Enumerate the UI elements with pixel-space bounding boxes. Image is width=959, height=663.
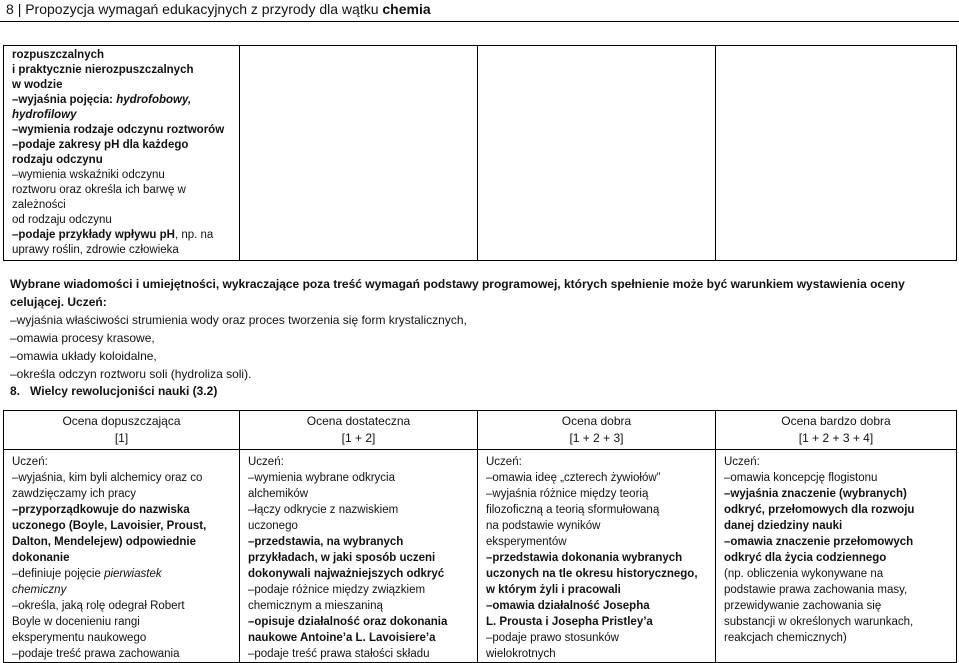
extra-item: –określa odczyn roztworu soli (hydroliza soli). bbox=[10, 367, 252, 381]
text-line: Uczeń: bbox=[248, 456, 284, 468]
text-line: dokonanie bbox=[12, 552, 70, 564]
grade-header bbox=[4, 411, 240, 450]
page-header bbox=[0, 0, 959, 20]
text-line: odkryć dla życia codziennego bbox=[724, 552, 887, 564]
text-line: filozoficzną a teorią sformułowaną bbox=[486, 504, 660, 516]
grade-header bbox=[716, 411, 957, 450]
text-line: alchemików bbox=[248, 488, 309, 500]
section-number: 8. bbox=[10, 384, 21, 398]
text-line: odkryć, przełomowych dla rozwoju bbox=[724, 504, 915, 516]
text-line: –przedstawia, na wybranych bbox=[248, 536, 404, 548]
grade-cell bbox=[4, 450, 240, 663]
top-cell-1 bbox=[4, 46, 240, 261]
text-line: –przedstawia dokonania wybranych bbox=[486, 552, 683, 564]
text-line: –wyjaśnia znaczenie (wybranych) bbox=[724, 488, 907, 500]
text-line bbox=[12, 93, 231, 108]
text-line: hydrofilowy bbox=[12, 109, 77, 121]
text-line: uczonych na tle okresu historycznego, bbox=[486, 568, 698, 580]
text-line: –przyporządkowuje do nazwiska bbox=[12, 504, 190, 516]
text-line: –podaje zakresy pH dla każdego bbox=[12, 139, 189, 151]
text-span: –wyjaśnia pojęcia: bbox=[12, 94, 117, 106]
grade-name: Ocena dopuszczająca bbox=[62, 414, 181, 428]
section-name: Wielcy rewolucjoniści nauki (3.2) bbox=[30, 384, 218, 398]
text-line: na podstawie wyników bbox=[486, 520, 601, 532]
text-line: –omawia znaczenie przełomowych bbox=[724, 536, 914, 548]
text-line: naukowe Antoine’a L. Lavoisiere’a bbox=[248, 632, 436, 644]
grade-range: [1 + 2 + 3 + 4] bbox=[798, 431, 874, 445]
text-line: przewidywanie zachowania się bbox=[724, 600, 882, 612]
text-line: –określa, jaką rolę odegrał Robert bbox=[12, 600, 185, 612]
text-line: uczonego (Boyle, Lavoisier, Proust, bbox=[12, 520, 207, 532]
text-line: –omawia ideę „czterech żywiołów” bbox=[486, 472, 661, 484]
text-line: eksperymentu naukowego bbox=[12, 632, 147, 644]
text-span: –podaje przykłady wpływu pH bbox=[12, 229, 175, 241]
text-line: Uczeń: bbox=[724, 456, 760, 468]
requirements-table-top bbox=[3, 45, 957, 261]
text-line: Uczeń: bbox=[486, 456, 522, 468]
text-line: substancji w określonych warunkach, bbox=[724, 616, 914, 628]
extra-intro: Wybrane wiadomości i umiejętności, wykraczające poza treść wymagań podstawy programowej, których spełnienie może być warunkiem wystawienia oceny bbox=[10, 277, 905, 291]
text-line: zawdzięczamy ich pracy bbox=[12, 488, 136, 500]
text-span: –definiuje pojęcie bbox=[12, 568, 105, 580]
text-line: Dalton, Mendelejew) odpowiednie bbox=[12, 536, 197, 548]
text-line bbox=[12, 566, 231, 582]
header-title-subject: chemia bbox=[382, 1, 431, 17]
page-number: 8 bbox=[6, 1, 14, 17]
text-line: L. Prousta i Josepha Pristley’a bbox=[486, 616, 653, 628]
text-line: Boyle w docenieniu rangi bbox=[12, 616, 140, 628]
text-line: –wyjaśnia, kim byli alchemicy oraz co bbox=[12, 472, 203, 484]
text-line: wielokrotnych bbox=[486, 648, 556, 660]
text-line: uprawy roślin, zdrowie człowieka bbox=[12, 244, 179, 256]
text-line: –podaje treść prawa zachowania bbox=[12, 648, 180, 660]
text-line: –podaje różnice między związkiem bbox=[248, 584, 426, 596]
top-cell-2 bbox=[240, 46, 478, 261]
text-line: roztworu oraz określa ich barwę w bbox=[12, 184, 186, 196]
grade-cell bbox=[716, 450, 957, 663]
text-line: zależności bbox=[12, 199, 66, 211]
extra-item: –omawia procesy krasowe, bbox=[10, 331, 155, 345]
grade-header bbox=[240, 411, 478, 450]
text-line: podstawie prawa zachowania masy, bbox=[724, 584, 908, 596]
text-line: –omawia koncepcję flogistonu bbox=[724, 472, 878, 484]
top-cell-3 bbox=[478, 46, 716, 261]
extra-requirements bbox=[10, 275, 950, 383]
grade-name: Ocena bardzo dobra bbox=[781, 414, 891, 428]
text-line: –podaje prawo stosunków bbox=[486, 632, 619, 644]
text-line: chemicznym a mieszaniną bbox=[248, 600, 383, 612]
header-title-prefix: Propozycja wymagań edukacyjnych z przyrody dla wątku bbox=[25, 1, 379, 17]
grades-table bbox=[3, 410, 957, 663]
grade-cell bbox=[240, 450, 478, 663]
header-title bbox=[6, 1, 431, 17]
text-line: –wymienia wskaźniki odczynu bbox=[12, 169, 165, 181]
header-separator: | bbox=[17, 1, 22, 17]
text-line: –omawia działalność Josepha bbox=[486, 600, 650, 612]
text-span: pierwiastek bbox=[104, 568, 162, 580]
text-span: hydrofobowy, bbox=[116, 94, 192, 106]
text-line: w wodzie bbox=[12, 79, 63, 91]
text-line: –łączy odkrycie z nazwiskiem bbox=[248, 504, 399, 516]
section-title bbox=[10, 384, 217, 398]
text-line: –wymienia rodzaje odczynu roztworów bbox=[12, 124, 225, 136]
extra-item: –omawia układy koloidalne, bbox=[10, 349, 157, 363]
grade-name: Ocena dobra bbox=[561, 414, 632, 428]
text-line: reakcjach chemicznych) bbox=[724, 632, 847, 644]
text-line: chemiczny bbox=[12, 584, 67, 596]
text-line: Uczeń: bbox=[12, 456, 48, 468]
top-cell-4 bbox=[716, 46, 957, 261]
text-span: , np. na bbox=[174, 229, 214, 241]
grade-range: [1] bbox=[114, 431, 129, 445]
extra-item: –wyjaśnia właściwości strumienia wody oraz proces tworzenia się form krystalicznych, bbox=[10, 313, 467, 327]
grade-name: Ocena dostateczna bbox=[306, 414, 411, 428]
text-line: –wyjaśnia różnice między teorią bbox=[486, 488, 649, 500]
grade-header bbox=[478, 411, 716, 450]
text-line: danej dziedziny nauki bbox=[724, 520, 843, 532]
grade-cell bbox=[478, 450, 716, 663]
text-line: –wymienia wybrane odkrycia bbox=[248, 472, 396, 484]
text-line: eksperymentów bbox=[486, 536, 567, 548]
grade-range: [1 + 2] bbox=[341, 431, 376, 445]
text-line: od rodzaju odczynu bbox=[12, 214, 112, 226]
text-line: rozpuszczalnych bbox=[12, 49, 105, 61]
text-line: w którym żyli i pracowali bbox=[486, 584, 621, 596]
grade-range: [1 + 2 + 3] bbox=[569, 431, 624, 445]
text-line: przykładach, w jaki sposób uczeni bbox=[248, 552, 436, 564]
text-line: –podaje treść prawa stałości składu bbox=[248, 648, 430, 660]
extra-student-label: Uczeń: bbox=[67, 295, 107, 309]
text-line: –opisuje działalność oraz dokonania bbox=[248, 616, 448, 628]
text-line: rodzaju odczynu bbox=[12, 154, 103, 166]
extra-intro-end: celującej. bbox=[10, 295, 65, 309]
text-line bbox=[12, 228, 231, 243]
header-rule bbox=[0, 21, 959, 22]
text-line: uczonego bbox=[248, 520, 298, 532]
text-line: i praktycznie nierozpuszczalnych bbox=[12, 64, 194, 76]
text-line: dokonywali najważniejszych odkryć bbox=[248, 568, 445, 580]
text-line: (np. obliczenia wykonywane na bbox=[724, 568, 884, 580]
